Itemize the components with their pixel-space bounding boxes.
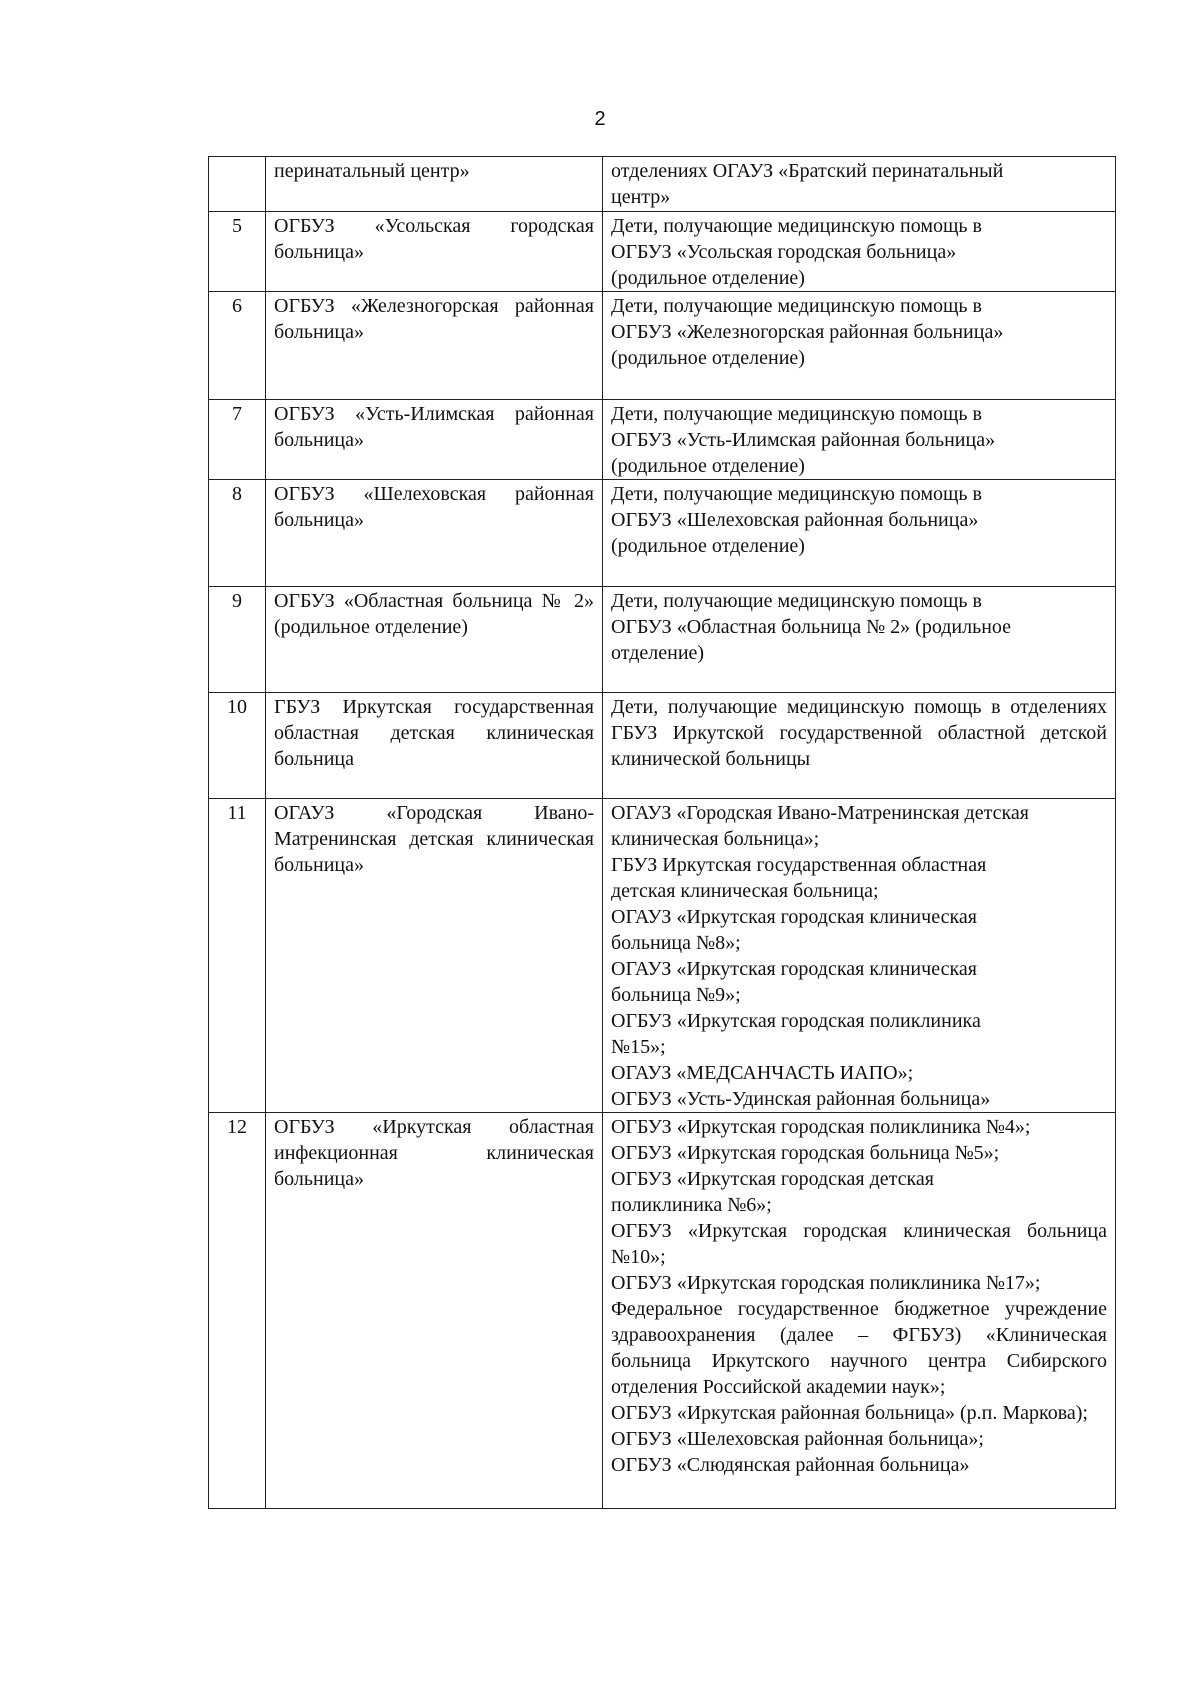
row-number bbox=[209, 157, 266, 212]
patient-description bbox=[603, 587, 1116, 693]
description-line: отделение) bbox=[611, 642, 705, 664]
organization-name: ОГБУЗ «Усть-Илимская районная больница» bbox=[266, 400, 603, 480]
description-line: ОГБУЗ «Усть-Илимская районная больница» bbox=[611, 429, 996, 451]
patient-description bbox=[603, 1113, 1116, 1509]
patient-description bbox=[603, 693, 1116, 799]
description-line: больница №8»; bbox=[611, 932, 741, 954]
description-line: Дети, получающие медицинскую помощь в bbox=[611, 403, 982, 425]
organization-name: ГБУЗ Иркутская государственная областная детская клиническая больница bbox=[266, 693, 603, 799]
description-line: ОГАУЗ «МЕДСАНЧАСТЬ ИАПО»; bbox=[611, 1062, 914, 1084]
organization-name: ОГБУЗ «Областная больница № 2» (родильное отделение) bbox=[266, 587, 603, 693]
patient-description bbox=[603, 400, 1116, 480]
description-line: (родильное отделение) bbox=[611, 455, 805, 477]
table-row bbox=[209, 292, 1116, 400]
description-line: ОГБУЗ «Иркутская городская больница №5»; bbox=[611, 1142, 1000, 1164]
table-row bbox=[209, 799, 1116, 1113]
table-row bbox=[209, 693, 1116, 799]
table-row bbox=[209, 1113, 1116, 1509]
description-line: (родильное отделение) bbox=[611, 267, 805, 289]
description-line: Дети, получающие медицинскую помощь в bbox=[611, 215, 982, 237]
row-number: 9 bbox=[209, 587, 266, 693]
row-number: 6 bbox=[209, 292, 266, 400]
organization-name: перинатальный центр» bbox=[266, 157, 603, 212]
description-line: отделениях ОГАУЗ «Братский перинатальный bbox=[611, 160, 1004, 182]
table-row bbox=[209, 400, 1116, 480]
description-line: ОГБУЗ «Областная больница № 2» (родильное bbox=[611, 616, 1012, 638]
description-line: детская клиническая больница; bbox=[611, 880, 879, 902]
description-line: (родильное отделение) bbox=[611, 535, 805, 557]
table-row bbox=[209, 157, 1116, 212]
description-line: Дети, получающие медицинскую помощь в отделениях ГБУЗ Иркутской государственной областной детской клинической больницы bbox=[611, 696, 1107, 770]
description-line: центр» bbox=[611, 186, 671, 208]
organization-name: ОГБУЗ «Усольская городская больница» bbox=[266, 212, 603, 292]
table-row bbox=[209, 480, 1116, 587]
patient-description bbox=[603, 480, 1116, 587]
description-line: (родильное отделение) bbox=[611, 347, 805, 369]
row-number: 12 bbox=[209, 1113, 266, 1509]
description-line: ОГБУЗ «Железногорская районная больница» bbox=[611, 321, 1004, 343]
institutions-table bbox=[208, 156, 1116, 1509]
organization-name: ОГБУЗ «Иркутская областная инфекционная клиническая больница» bbox=[266, 1113, 603, 1509]
description-line: Федеральное государственное бюджетное учреждение здравоохранения (далее – ФГБУЗ) «Клиническая больница Иркутского научного центра Сибирского отделения Российской академии наук»; bbox=[611, 1298, 1107, 1398]
description-line: ОГАУЗ «Иркутская городская клиническая bbox=[611, 958, 977, 980]
row-number: 10 bbox=[209, 693, 266, 799]
row-number: 5 bbox=[209, 212, 266, 292]
row-number: 8 bbox=[209, 480, 266, 587]
description-line: Дети, получающие медицинскую помощь в bbox=[611, 295, 982, 317]
description-line: Дети, получающие медицинскую помощь в bbox=[611, 483, 982, 505]
description-line: ОГБУЗ «Иркутская городская детская bbox=[611, 1168, 935, 1190]
patient-description bbox=[603, 292, 1116, 400]
description-line: ОГАУЗ «Иркутская городская клиническая bbox=[611, 906, 977, 928]
description-line: ОГБУЗ «Усть-Удинская районная больница» bbox=[611, 1088, 991, 1110]
description-line: ОГБУЗ «Шелеховская районная больница» bbox=[611, 509, 979, 531]
description-line: ОГБУЗ «Иркутская городская поликлиника №4»; bbox=[611, 1116, 1031, 1138]
description-line: ОГБУЗ «Иркутская районная больница» (р.п. Маркова); bbox=[611, 1402, 1088, 1424]
description-line: ОГАУЗ «Городская Ивано-Матренинская детская bbox=[611, 802, 1029, 824]
description-line: ОГБУЗ «Слюдянская районная больница» bbox=[611, 1454, 970, 1476]
page-number: 2 bbox=[594, 108, 606, 130]
description-line: Дети, получающие медицинскую помощь в bbox=[611, 590, 982, 612]
organization-name: ОГБУЗ «Шелеховская районная больница» bbox=[266, 480, 603, 587]
patient-description bbox=[603, 212, 1116, 292]
description-line: поликлиника №6»; bbox=[611, 1194, 772, 1216]
patient-description bbox=[603, 157, 1116, 212]
table-row bbox=[209, 587, 1116, 693]
description-line: ГБУЗ Иркутская государственная областная bbox=[611, 854, 987, 876]
table-row bbox=[209, 212, 1116, 292]
row-number: 11 bbox=[209, 799, 266, 1113]
row-number: 7 bbox=[209, 400, 266, 480]
description-line: ОГБУЗ «Иркутская городская поликлиника №17»; bbox=[611, 1272, 1041, 1294]
description-line: ОГБУЗ «Иркутская городская клиническая больница №10»; bbox=[611, 1220, 1107, 1268]
patient-description bbox=[603, 799, 1116, 1113]
table-body bbox=[209, 157, 1116, 1509]
description-line: ОГБУЗ «Усольская городская больница» bbox=[611, 241, 957, 263]
description-line: клиническая больница»; bbox=[611, 828, 820, 850]
description-line: ОГБУЗ «Иркутская городская поликлиника bbox=[611, 1010, 981, 1032]
description-line: ОГБУЗ «Шелеховская районная больница»; bbox=[611, 1428, 984, 1450]
organization-name: ОГАУЗ «Городская Ивано-Матренинская детская клиническая больница» bbox=[266, 799, 603, 1113]
description-line: больница №9»; bbox=[611, 984, 741, 1006]
description-line: №15»; bbox=[611, 1036, 666, 1058]
organization-name: ОГБУЗ «Железногорская районная больница» bbox=[266, 292, 603, 400]
